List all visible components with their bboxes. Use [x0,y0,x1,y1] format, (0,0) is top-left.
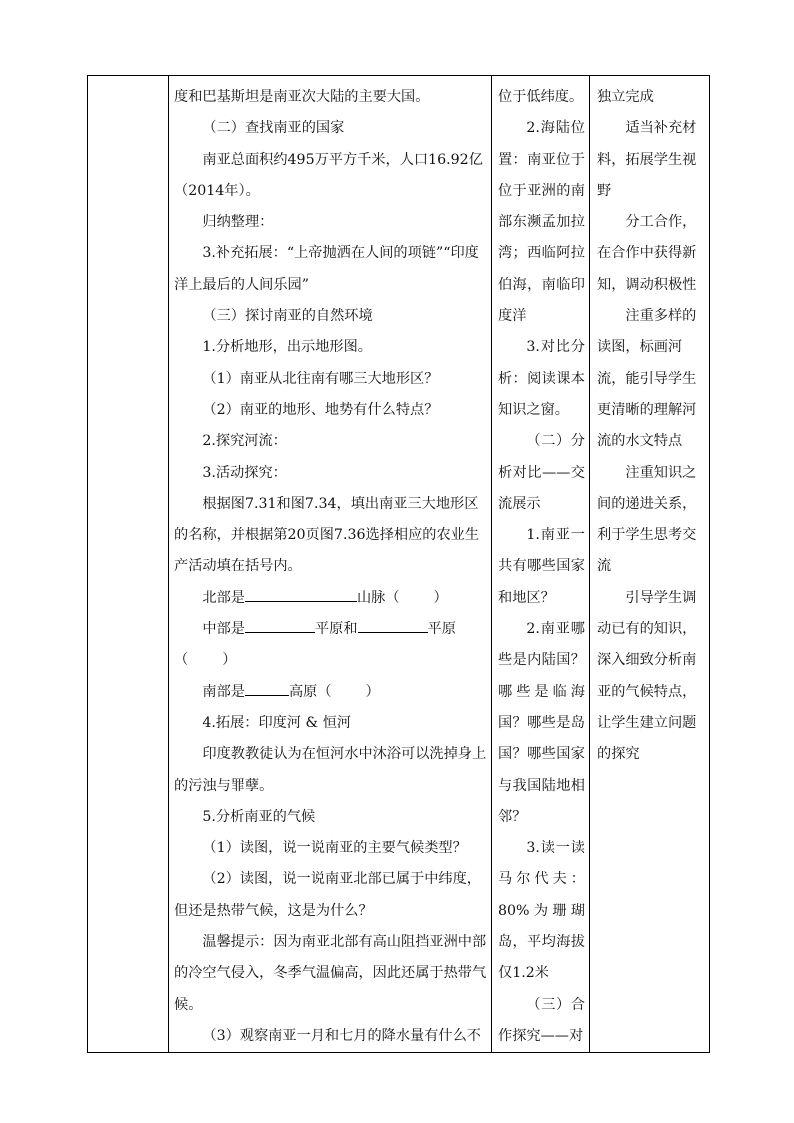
blank-line [358,617,428,633]
text-line: 分工合作，在合作中获得新知，调动积极性 [597,214,697,293]
fill-blank-north: 北部是 山脉（ ） [174,583,487,614]
student-activity-cell [492,76,590,1053]
text-line: 5.分析南亚的气候 [202,808,316,825]
text-line: 根据图7.31和图7.34，填出南亚三大地形区的名称，并根据第20页图7.36选择相应的农业生产活动填在括号内。 [174,495,480,575]
text-line: 3.活动探究： [202,464,287,481]
text-line: 3.对比分析：阅读课本知识之窗。 [498,339,585,418]
empty-left-cell [88,76,169,1053]
text-line: 注重多样的读图，标画河流，能引导学生更清晰的理解河流的水文特点 [597,308,697,450]
text-line: 度和巴基斯坦是南亚次大陆的主要大国。 [174,89,430,105]
lesson-plan-table [87,75,710,1053]
text-line: 独立完成 [597,89,654,105]
blank-line [245,586,357,602]
text-line: 注重知识之间的递进关系，利于学生思考交流 [597,464,697,575]
text-line: 印度教教徒认为在恒河水中沐浴可以洗掉身上的污浊与罪孽。 [174,746,487,794]
text-line: （二）查找南亚的国家 [202,120,345,137]
teaching-process-cell [169,76,492,1053]
design-intent-cell [590,76,710,1053]
text-line: （二）分析对比——交流展示 [498,433,585,512]
fill-blank-middle: 中部是 平原和 平原 [174,614,487,645]
blank-line [245,617,315,633]
text-line: 3.读一读马尔代夫：80%为珊瑚岛，平均海拔仅1.2米 [498,840,585,982]
text-line: 1.分析地形，出示地形图。 [202,339,372,356]
text-line: 南亚总面积约495万平方千米，人口16.92亿（2014年）。 [174,151,483,199]
text-line: （2）南亚的地形、地势有什么特点？ [202,401,439,418]
text-line: 2.海陆位置：南亚位于位于亚洲的南部东濒孟加拉湾；西临阿拉伯海，南临印度洋 [498,120,585,325]
text-line: 2.探究河流： [202,433,287,450]
blank-line [245,680,289,696]
text-line: （三）探讨南亚的自然环境 [202,308,373,325]
text-line: 2.南亚哪些是内陆国？哪些是临海国？哪些是岛国？哪些国家与我国陆地相邻？ [498,621,585,825]
fill-blank-south: 南部是 高原（ ） [174,677,487,708]
text-line: 1.南亚一共有哪些国家和地区？ [498,527,585,606]
text-line: 引导学生调动已有的知识，深入细致分析南亚的气候特点，让学生建立问题的探究 [597,589,697,763]
text-line: 4.拓展：印度河 & 恒河 [202,714,352,731]
text-line: 温馨提示：因为南亚北部有高山阻挡亚洲中部的冷空气侵入，冬季气温偏高，因此还属于热带气候。 [174,934,487,1013]
text-line: 3.补充拓展：“上帝抛洒在人间的项链”“印度洋上最后的人间乐园” [174,245,479,293]
text-line: （2）读图，说一说南亚北部已属于中纬度，但还是热带气候，这是为什么？ [174,871,481,919]
table-row [88,76,710,1053]
text-line: （三）合作探究——对 [498,996,585,1044]
text-line: （1）读图，说一说南亚的主要气候类型？ [202,840,467,857]
text-line: 适当补充材料，拓展学生视野 [597,120,697,199]
fill-blank-middle-paren: （ ） [174,652,237,669]
text-line: （3）观察南亚一月和七月的降水量有什么不 [202,1027,481,1044]
text-line: （1）南亚从北往南有哪三大地形区？ [202,370,439,387]
text-line: 位于低纬度。 [498,89,584,105]
text-line: 归纳整理： [202,214,274,231]
